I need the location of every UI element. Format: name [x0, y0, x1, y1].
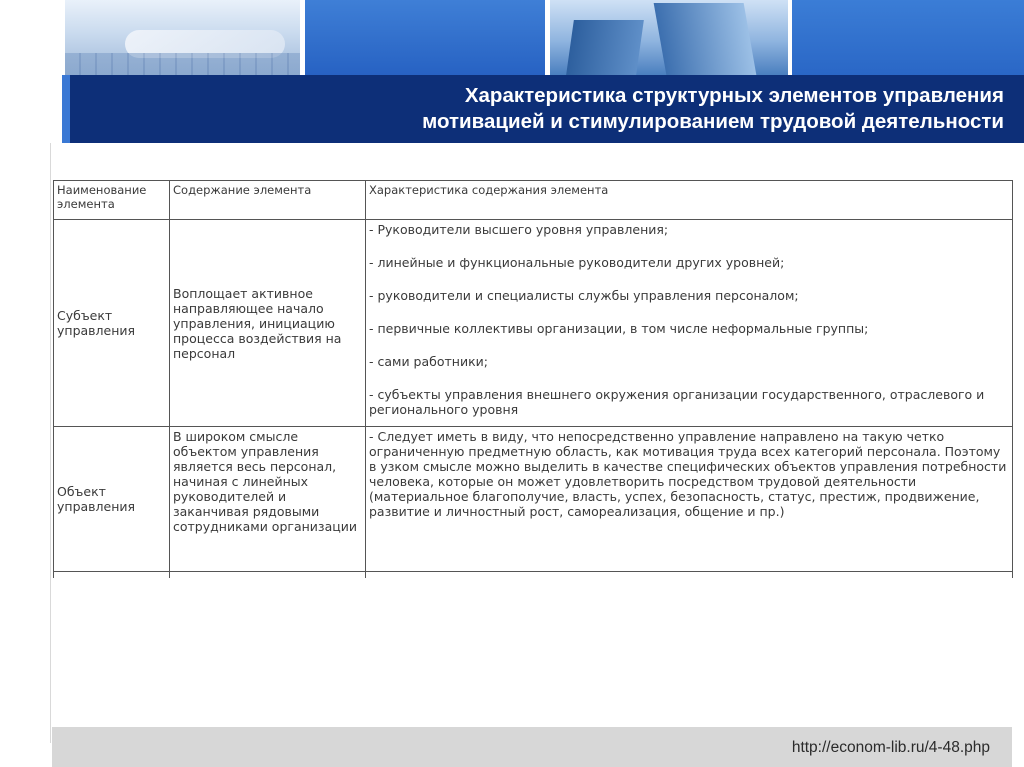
- list-item: - линейные и функциональные руководители других уровней;: [369, 255, 785, 270]
- row-characteristics: [366, 220, 1013, 427]
- title-accent: [62, 75, 70, 143]
- banner-image-keyboard: [65, 0, 300, 75]
- header-characteristics: Характеристика содержания элемента: [366, 181, 1013, 220]
- list-item: - Руководители высшего уровня управления;: [369, 222, 669, 237]
- building-shape: [566, 20, 644, 75]
- list-item: - сами работники;: [369, 354, 488, 369]
- title-line-2: мотивацией и стимулированием трудовой деятельности: [422, 110, 1004, 133]
- table-row: [54, 220, 1013, 427]
- keyboard-shape: [65, 53, 300, 75]
- footer-bar: [52, 727, 1012, 767]
- row-content: Воплощает активное направляющее начало управления, инициацию процесса воздействия на персонал: [170, 220, 366, 427]
- header-name: Наименование элемента: [54, 181, 170, 220]
- banner-left-blank: [0, 0, 60, 75]
- row-name: Объект управления: [54, 427, 170, 572]
- list-item: - первичные коллективы организации, в том числе неформальные группы;: [369, 321, 869, 336]
- table-end-row: [54, 572, 1013, 579]
- list-item: - субъекты управления внешнего окружения организации государственного, отраслевого и регионального уровня: [369, 387, 985, 417]
- building-shape: [654, 3, 757, 75]
- elements-table: [53, 180, 1013, 578]
- title-band: [62, 75, 1024, 143]
- row-content: В широком смысле объектом управления является весь персонал, начиная с линейных руководителей и заканчивая рядовыми сотрудниками организации: [170, 427, 366, 572]
- banner-image-buildings: [550, 0, 788, 75]
- table-row: [54, 427, 1013, 572]
- table-cell-empty: [366, 572, 1013, 579]
- row-name: Субъект управления: [54, 220, 170, 427]
- table-header-row: [54, 181, 1013, 220]
- header-content: Содержание элемента: [170, 181, 366, 220]
- table-cell-empty: [54, 572, 170, 579]
- left-divider: [50, 143, 51, 743]
- row-characteristics: - Следует иметь в виду, что непосредственно управление направлено на такую четко ограниченную предметную область, как мотивация труда всех категорий персонала. Поэтому в узком смысле можно выделить в качестве специфических объектов управления потребности человека, которые он может удовлетворить посредством трудовой деятельности (материальное благополучие, власть, успех, безопасность, статус, престиж, продвижение, развитие и личностный рост, самореализация, общение и пр.): [366, 427, 1013, 572]
- table-cell-empty: [170, 572, 366, 579]
- banner-tile-blue: [305, 0, 545, 75]
- list-item: - руководители и специалисты службы управления персоналом;: [369, 288, 799, 303]
- banner-tile-blue-right: [792, 0, 1024, 75]
- slide-title: [124, 83, 1004, 135]
- title-line-1: Характеристика структурных элементов управления: [464, 84, 1004, 107]
- source-url[interactable]: http://econom-lib.ru/4-48.php: [791, 739, 990, 756]
